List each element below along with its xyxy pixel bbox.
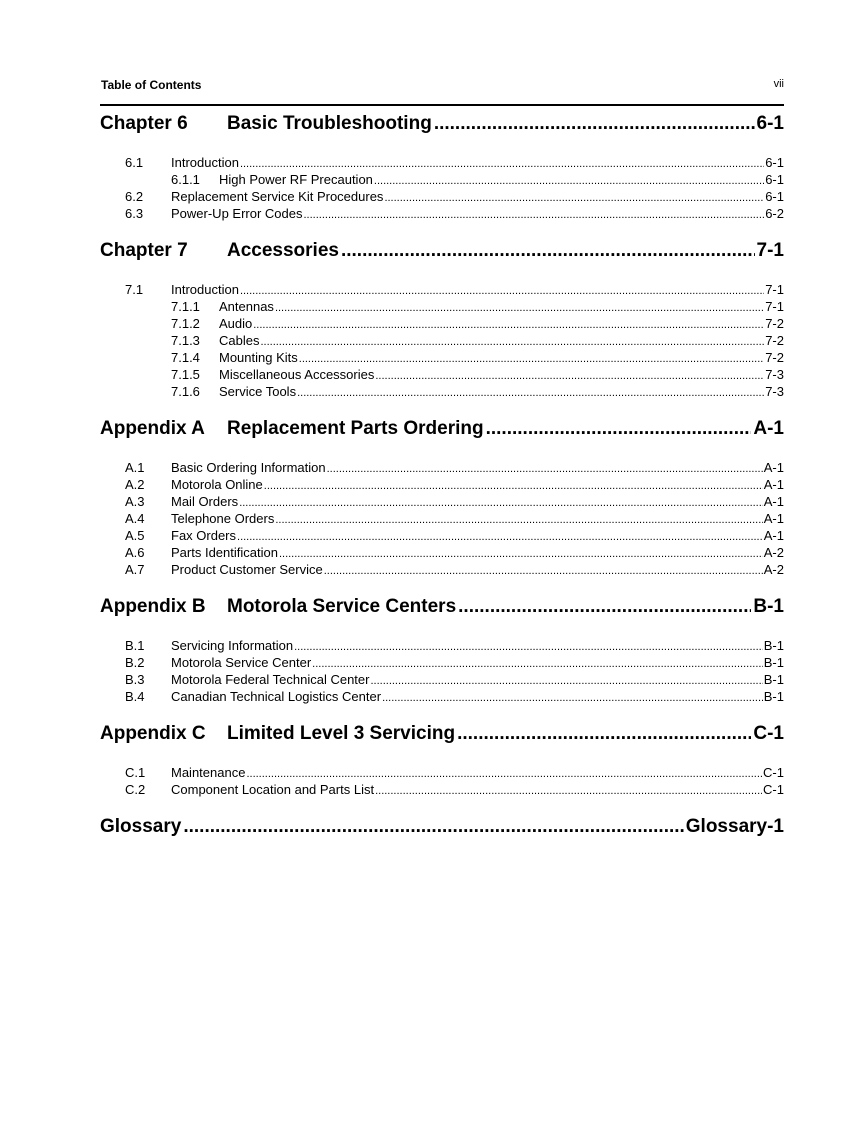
glossary-title: Glossary: [100, 816, 182, 837]
dot-leader: [239, 495, 763, 512]
toc-entry[interactable]: [100, 188, 784, 205]
dot-leader: [237, 529, 763, 546]
entry-number: 7.1.4: [171, 350, 200, 365]
entry-page-number: B-1: [763, 655, 784, 670]
entry-title: Motorola Online: [171, 477, 263, 492]
dot-leader: [382, 690, 763, 707]
entry-title: Introduction: [171, 282, 239, 297]
chapter-label: Appendix A: [100, 418, 205, 439]
dot-leader: [279, 546, 763, 563]
chapter-title: Accessories: [227, 240, 339, 261]
dot-leader: [375, 783, 762, 800]
entry-number: B.2: [125, 655, 145, 670]
dot-leader: [304, 207, 765, 224]
entry-title: Mounting Kits: [219, 350, 298, 365]
toc-entry[interactable]: [100, 493, 784, 510]
entry-number: B.4: [125, 689, 145, 704]
toc-entry[interactable]: [100, 315, 784, 332]
chapter-label: Chapter 7: [100, 240, 188, 261]
entry-title: Miscellaneous Accessories: [219, 367, 375, 382]
toc-chapter-heading[interactable]: [100, 723, 784, 751]
entry-page-number: 7-2: [765, 333, 784, 348]
entry-title: Motorola Federal Technical Center: [171, 672, 370, 687]
chapter-page-number: A-1: [753, 418, 784, 439]
entry-page-number: 7-3: [765, 384, 784, 399]
toc-entry[interactable]: [100, 154, 784, 171]
entry-number: A.4: [125, 511, 145, 526]
toc-entry-list: [100, 764, 784, 798]
toc-entry[interactable]: [100, 688, 784, 705]
toc-entry[interactable]: [100, 637, 784, 654]
dot-leader: [240, 283, 764, 300]
dot-leader: [294, 639, 763, 656]
toc-entry[interactable]: [100, 205, 784, 222]
entry-page-number: A-2: [763, 545, 784, 560]
toc-entry[interactable]: [100, 459, 784, 476]
entry-number: 6.2: [125, 189, 144, 204]
entry-title: Maintenance: [171, 765, 246, 780]
entry-page-number: A-1: [763, 528, 784, 543]
entry-page-number: C-1: [763, 765, 784, 780]
entry-number: A.6: [125, 545, 145, 560]
toc-entry-list: [100, 281, 784, 400]
entry-title: Telephone Orders: [171, 511, 275, 526]
toc-entry[interactable]: [100, 298, 784, 315]
dot-leader: [434, 113, 755, 135]
dot-leader: [374, 173, 764, 190]
running-header-title: Table of Contents: [101, 78, 202, 92]
dot-leader: [312, 656, 763, 673]
entry-title: Product Customer Service: [171, 562, 323, 577]
entry-title: Antennas: [219, 299, 274, 314]
entry-number: 6.3: [125, 206, 144, 221]
entry-page-number: A-1: [763, 477, 784, 492]
entry-page-number: A-1: [763, 511, 784, 526]
entry-page-number: B-1: [763, 689, 784, 704]
entry-number: 6.1.1: [171, 172, 200, 187]
toc-entry[interactable]: [100, 349, 784, 366]
entry-number: 7.1.5: [171, 367, 200, 382]
dot-leader: [183, 816, 683, 838]
entry-number: B.3: [125, 672, 145, 687]
entry-number: 7.1.6: [171, 384, 200, 399]
entry-title: Service Tools: [219, 384, 297, 399]
entry-title: Audio: [219, 316, 253, 331]
chapter-page-number: 6-1: [756, 113, 784, 134]
running-header-page-number: vii: [773, 78, 784, 90]
toc-entry[interactable]: [100, 383, 784, 400]
entry-title: Servicing Information: [171, 638, 294, 653]
chapter-page-number: C-1: [753, 723, 784, 744]
entry-number: A.3: [125, 494, 145, 509]
entry-page-number: 6-2: [765, 206, 784, 221]
chapter-page-number: B-1: [753, 596, 784, 617]
entry-page-number: C-1: [763, 782, 784, 797]
entry-number: 7.1.2: [171, 316, 200, 331]
entry-page-number: 6-1: [765, 155, 784, 170]
chapter-title: Basic Troubleshooting: [227, 113, 432, 134]
entry-page-number: A-1: [763, 460, 784, 475]
entry-title: Replacement Service Kit Procedures: [171, 189, 384, 204]
glossary-page-number: Glossary-1: [685, 816, 784, 837]
toc-chapter-heading[interactable]: [100, 596, 784, 624]
toc-entry[interactable]: [100, 527, 784, 544]
entry-title: Cables: [219, 333, 260, 348]
entry-page-number: 7-2: [765, 350, 784, 365]
dot-leader: [458, 596, 751, 618]
entry-title: Parts Identification: [171, 545, 278, 560]
entry-number: 6.1: [125, 155, 144, 170]
dot-leader: [275, 300, 764, 317]
toc-entry[interactable]: [100, 476, 784, 493]
toc-entry[interactable]: [100, 366, 784, 383]
toc-entry[interactable]: [100, 561, 784, 578]
toc-glossary-heading[interactable]: [100, 816, 784, 844]
entry-number: A.1: [125, 460, 145, 475]
entry-page-number: B-1: [763, 638, 784, 653]
toc-entry[interactable]: [100, 544, 784, 561]
toc-entry[interactable]: [100, 671, 784, 688]
entry-number: C.1: [125, 765, 146, 780]
entry-title: Mail Orders: [171, 494, 239, 509]
entry-number: A.2: [125, 477, 145, 492]
chapter-label: Chapter 6: [100, 113, 188, 134]
entry-number: 7.1.1: [171, 299, 200, 314]
entry-title: Basic Ordering Information: [171, 460, 326, 475]
table-of-contents: [100, 113, 784, 844]
entry-title: Component Location and Parts List: [171, 782, 375, 797]
toc-entry[interactable]: [100, 654, 784, 671]
entry-page-number: 7-3: [765, 367, 784, 382]
dot-leader: [264, 478, 763, 495]
entry-number: A.7: [125, 562, 145, 577]
entry-page-number: A-1: [763, 494, 784, 509]
entry-page-number: 7-1: [765, 299, 784, 314]
header-rule: [100, 104, 784, 106]
entry-title: Fax Orders: [171, 528, 237, 543]
toc-chapter-heading[interactable]: [100, 113, 784, 141]
dot-leader: [275, 512, 762, 529]
dot-leader: [457, 723, 751, 745]
toc-entry[interactable]: [100, 510, 784, 527]
dot-leader: [260, 334, 764, 351]
toc-chapter-heading[interactable]: [100, 240, 784, 268]
dot-leader: [486, 418, 752, 440]
dot-leader: [370, 673, 762, 690]
toc-entry[interactable]: [100, 764, 784, 781]
entry-title: Canadian Technical Logistics Center: [171, 689, 382, 704]
dot-leader: [297, 385, 764, 402]
dot-leader: [253, 317, 764, 334]
toc-entry[interactable]: [100, 781, 784, 798]
toc-chapter-heading[interactable]: [100, 418, 784, 446]
entry-title: Motorola Service Center: [171, 655, 312, 670]
chapter-label: Appendix C: [100, 723, 206, 744]
entry-title: Power-Up Error Codes: [171, 206, 303, 221]
entry-page-number: 7-2: [765, 316, 784, 331]
entry-number: 7.1: [125, 282, 144, 297]
entry-number: A.5: [125, 528, 145, 543]
chapter-title: Limited Level 3 Servicing: [227, 723, 456, 744]
entry-number: B.1: [125, 638, 145, 653]
entry-page-number: 6-1: [765, 189, 784, 204]
toc-entry-list: [100, 459, 784, 578]
entry-number: C.2: [125, 782, 146, 797]
dot-leader: [384, 190, 764, 207]
entry-title: Introduction: [171, 155, 239, 170]
toc-entry-list: [100, 154, 784, 222]
entry-title: High Power RF Precaution: [219, 172, 373, 187]
entry-number: 7.1.3: [171, 333, 200, 348]
entry-page-number: A-2: [763, 562, 784, 577]
dot-leader: [341, 240, 755, 262]
chapter-title: Motorola Service Centers: [227, 596, 457, 617]
chapter-label: Appendix B: [100, 596, 206, 617]
entry-page-number: 6-1: [765, 172, 784, 187]
entry-page-number: 7-1: [765, 282, 784, 297]
toc-entry-list: [100, 637, 784, 705]
dot-leader: [324, 563, 763, 580]
toc-entry[interactable]: [100, 332, 784, 349]
dot-leader: [375, 368, 764, 385]
toc-entry[interactable]: [100, 281, 784, 298]
dot-leader: [327, 461, 763, 478]
chapter-title: Replacement Parts Ordering: [227, 418, 484, 439]
toc-entry[interactable]: [100, 171, 784, 188]
entry-page-number: B-1: [763, 672, 784, 687]
chapter-page-number: 7-1: [756, 240, 784, 261]
